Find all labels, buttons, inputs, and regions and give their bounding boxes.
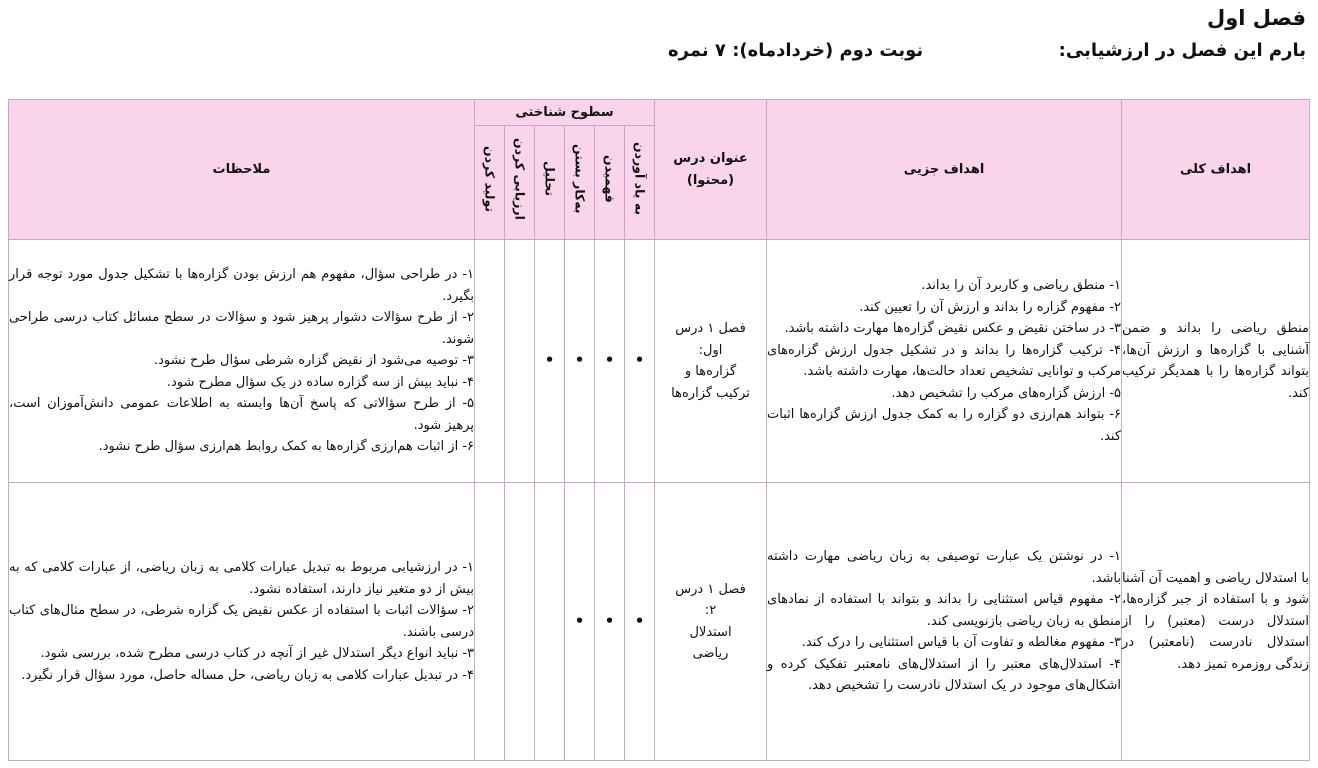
lesson-line: ۲: (704, 603, 717, 618)
lesson-line: استدلال (689, 624, 732, 640)
list-item: ۲- مفهوم قیاس استثنایی را بداند و بتواند با استفاده از نمادهای منطق به زبان ریاضی بازنویسی کند. (767, 592, 1122, 629)
chapter-title: فصل اول (1207, 6, 1306, 30)
header-specific-goals: اهداف جزیی (767, 100, 1122, 240)
header-lesson-title-line1: عنوان درس (673, 151, 748, 166)
list-item: ۵- ارزش گزاره‌های مرکب را تشخیص دهد. (891, 385, 1122, 401)
list-item: ۲- مفهوم گزاره را بداند و ارزش آن را تعیین کند. (859, 299, 1122, 315)
header-cognitive-levels: سطوح شناختی (475, 100, 655, 126)
list-item: ۲- سؤالات اثبات با استفاده از عکس نقیض یک گزاره شرطی، در سطح مثال‌های کتاب درسی باشند. (9, 603, 474, 640)
list-item: ۱- در نوشتن یک عبارت توصیفی به زبان ریاضی مهارت داشته باشد. (767, 549, 1122, 586)
level-header: فهمیدن (595, 126, 625, 240)
specific-goals-cell (767, 240, 1122, 483)
level-header: ارزیابی کردن (505, 126, 535, 240)
header-lesson-title-line2: (محتوا) (686, 172, 735, 188)
list-item: ۴- ترکیب گزاره‌ها را بداند و در تشکیل جدول ارزش گزاره‌های مرکب و توانایی تشخیص تعداد حالت‌ها، مهارت داشته باشد. (767, 342, 1122, 379)
lesson-line: فصل ۱ درس (675, 321, 746, 336)
level-header: به‌کار بستن (565, 126, 595, 240)
level-mark (535, 483, 565, 761)
lesson-cell (655, 240, 767, 483)
lesson-line: ترکیب گزاره‌ها (671, 385, 750, 401)
level-mark (475, 483, 505, 761)
notes-cell (9, 240, 475, 483)
list-item: ۶- از اثبات هم‌ارزی گزاره‌ها به کمک روابط هم‌ارزی سؤال طرح نشود. (98, 439, 474, 455)
notes-cell (9, 483, 475, 761)
general-goal-cell: منطق ریاضی را بداند و ضمن آشنایی با گزاره‌ها و ارزش آن‌ها، بتواند گزاره‌ها را با همدیگر ترکیب کند. (1122, 240, 1310, 483)
level-mark: • (625, 483, 655, 761)
list-item: ۱- منطق ریاضی و کاربرد آن را بداند. (921, 278, 1122, 293)
level-mark: • (565, 483, 595, 761)
term-info: نوبت دوم (خردادماه): ۷ نمره (668, 40, 924, 61)
list-item: ۲- از طرح سؤالات دشوار پرهیز شود و سؤالات در سطح مسائل کتاب درسی طراحی شوند. (9, 310, 474, 347)
level-mark (505, 240, 535, 483)
list-item: ۴- نباید بیش از سه گزاره ساده در یک سؤال مطرح شود. (166, 374, 474, 390)
list-item: ۴- در تبدیل عبارات کلامی به زبان ریاضی، حل مساله حاصل، مورد سؤال قرار نگیرد. (21, 667, 474, 683)
level-mark: • (565, 240, 595, 483)
list-item: ۵- از طرح سؤالاتی که پاسخ آن‌ها وابسته به اطلاعات عمومی دانش‌آموزان است، پرهیز شود. (9, 396, 474, 433)
specific-goals-cell (767, 483, 1122, 761)
level-mark: • (595, 240, 625, 483)
level-header: تولید کردن (475, 126, 505, 240)
level-mark: • (625, 240, 655, 483)
list-item: ۳- در ساختن نقیض و عکس نقیض گزاره‌ها مهارت داشته باشد. (784, 321, 1122, 336)
lesson-cell (655, 483, 767, 761)
general-goal-cell: با استدلال ریاضی و اهمیت آن آشنا شود و با استفاده از جبر گزاره‌ها، استدلال درست (معتبر) را از استدلال نادرست (نامعتبر) در زندگی روزمره تمیز دهد. (1122, 483, 1310, 761)
goals-table (8, 99, 1310, 761)
lesson-line: اول: (698, 342, 723, 358)
level-mark: • (535, 240, 565, 483)
lesson-line: گزاره‌ها و (684, 364, 737, 379)
barem-label: بارم این فصل در ارزشیابی: (1058, 40, 1306, 61)
lesson-line: ریاضی (692, 646, 729, 661)
table-row (9, 240, 1310, 483)
list-item: ۱- در ارزشیابی مربوط به تبدیل عبارات کلامی به زبان ریاضی، از عبارات کلامی که به بیش از دو متغیر نیاز دارند، استفاده نشود. (9, 560, 474, 597)
header-notes: ملاحظات (9, 100, 475, 240)
lesson-line: فصل ۱ درس (675, 581, 746, 597)
list-item: ۴- استدلال‌های معتبر را از استدلال‌های نامعتبر تفکیک کرده و اشکال‌های موجود در یک استدلال نادرست را تشخیص دهد. (767, 656, 1122, 694)
list-item: ۳- مفهوم مغالطه و تفاوت آن با قیاس استثنایی را درک کند. (801, 635, 1122, 651)
level-header: تحلیل (535, 126, 565, 240)
level-mark (475, 240, 505, 483)
level-header: به یاد آوردن (625, 126, 655, 240)
table-row (9, 483, 1310, 761)
list-item: ۱- در طراحی سؤال، مفهوم هم ارزش بودن گزاره‌ها با تشکیل جدول مورد توجه قرار بگیرد. (9, 267, 474, 304)
header-lesson-title (655, 100, 767, 240)
level-mark: • (595, 483, 625, 761)
header-general-goals: اهداف کلی (1122, 100, 1310, 240)
list-item: ۳- توصیه می‌شود از نقیض گزاره شرطی سؤال طرح نشود. (154, 353, 474, 369)
list-item: ۶- بتواند هم‌ارزی دو گزاره را به کمک جدول ارزش گزاره‌ها اثبات کند. (767, 407, 1122, 444)
level-mark (505, 483, 535, 761)
list-item: ۳- نباید انواع دیگر استدلال غیر از آنچه در کتاب درسی مطرح شده، بررسی شود. (40, 646, 474, 661)
